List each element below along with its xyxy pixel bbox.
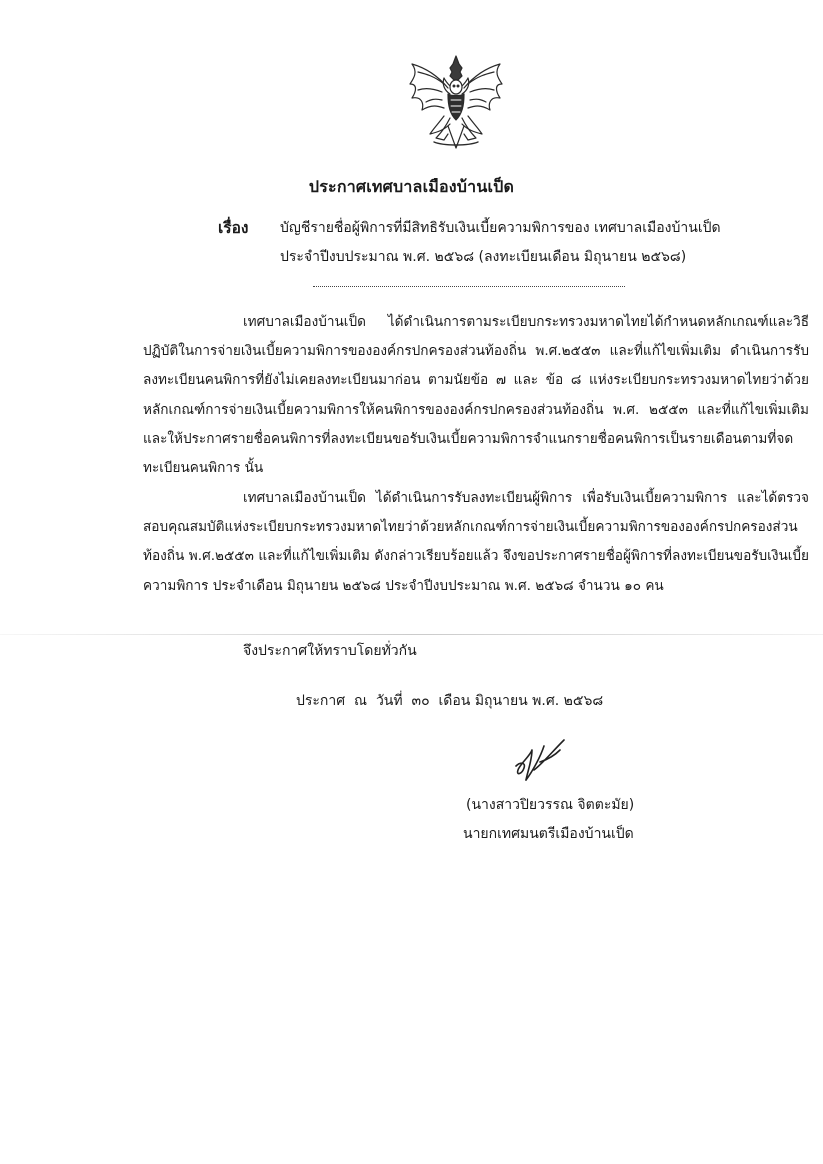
signer-name: (นางสาวปิยวรรณ จิตตะมัย) (466, 797, 635, 813)
garuda-emblem-icon (404, 54, 508, 150)
subject-line-2: ประจำปีงบประมาณ พ.ศ. ๒๕๖๘ (ลงทะเบียนเดือน มิถุนายน ๒๕๖๘) (280, 249, 687, 265)
handwritten-signature-icon (510, 736, 570, 790)
subject-line-1: บัญชีรายชื่อผู้พิการที่มีสิทธิรับเงินเบี้ยความพิการของ เทศบาลเมืองบ้านเป็ด (280, 220, 721, 236)
announcement-title: ประกาศเทศบาลเมืองบ้านเป็ด (308, 177, 515, 196)
scan-fold-line (0, 634, 823, 635)
signer-position: นายกเทศมนตรีเมืองบ้านเป็ด (463, 826, 634, 842)
dotted-separator (313, 286, 625, 287)
body-paragraph-2: เทศบาลเมืองบ้านเป็ด ได้ดำเนินการรับลงทะเบียนผู้พิการ เพื่อรับเงินเบี้ยความพิการ และได้ตรวจสอบคุณสมบัติแห่งระเบียบกระทรวงมหาดไทยว่าด้วยหลักเกณฑ์การจ่ายเงินเบี้ยความพิการขององค์กรปกครองส่วนท้องถิ่น พ.ศ.๒๕๕๓ และที่แก้ไขเพิ่มเติม ดังกล่าวเรียบร้อยแล้ว จึงขอประกาศรายชื่อผู้พิการที่ลงทะเบียนขอรับเงินเบี้ยความพิการ ประจำเดือน มิถุนายน ๒๕๖๘ ประจำปีงบประมาณ พ.ศ. ๒๕๖๘ จำนวน ๑๐ คน (143, 490, 809, 594)
body-paragraph-1: เทศบาลเมืองบ้านเป็ด ได้ดำเนินการตามระเบียบกระทรวงมหาดไทยได้กำหนดหลักเกณฑ์และวิธีปฏิบัติในการจ่ายเงินเบี้ยความพิการขององค์กรปกครองส่วนท้องถิ่น พ.ศ.๒๕๕๓ และที่แก้ไขเพิ่มเติม ดำเนินการรับลงทะเบียนคนพิการที่ยังไม่เคยลงทะเบียนมาก่อน ตามนัยข้อ ๗ และ ข้อ ๘ แห่งระเบียบกระทรวงมหาดไทยว่าด้วยหลักเกณฑ์การจ่ายเงินเบี้ยความพิการให้คนพิการขององค์กรปกครองส่วนท้องถิ่น พ.ศ. ๒๕๕๓ และที่แก้ไขเพิ่มเติม และให้ประกาศรายชื่อคนพิการที่ลงทะเบียนขอรับเงินเบี้ยความพิการจำแนกรายชื่อคนพิการเป็นรายเดือนตามที่จดทะเบียนคนพิการ นั้น (143, 314, 809, 477)
closing-statement: จึงประกาศให้ทราบโดยทั่วกัน (243, 643, 417, 659)
subject-label: เรื่อง (218, 219, 249, 237)
announcement-date: ประกาศ ณ วันที่ ๓๐ เดือน มิถุนายน พ.ศ. ๒๕๖๘ (296, 693, 604, 709)
